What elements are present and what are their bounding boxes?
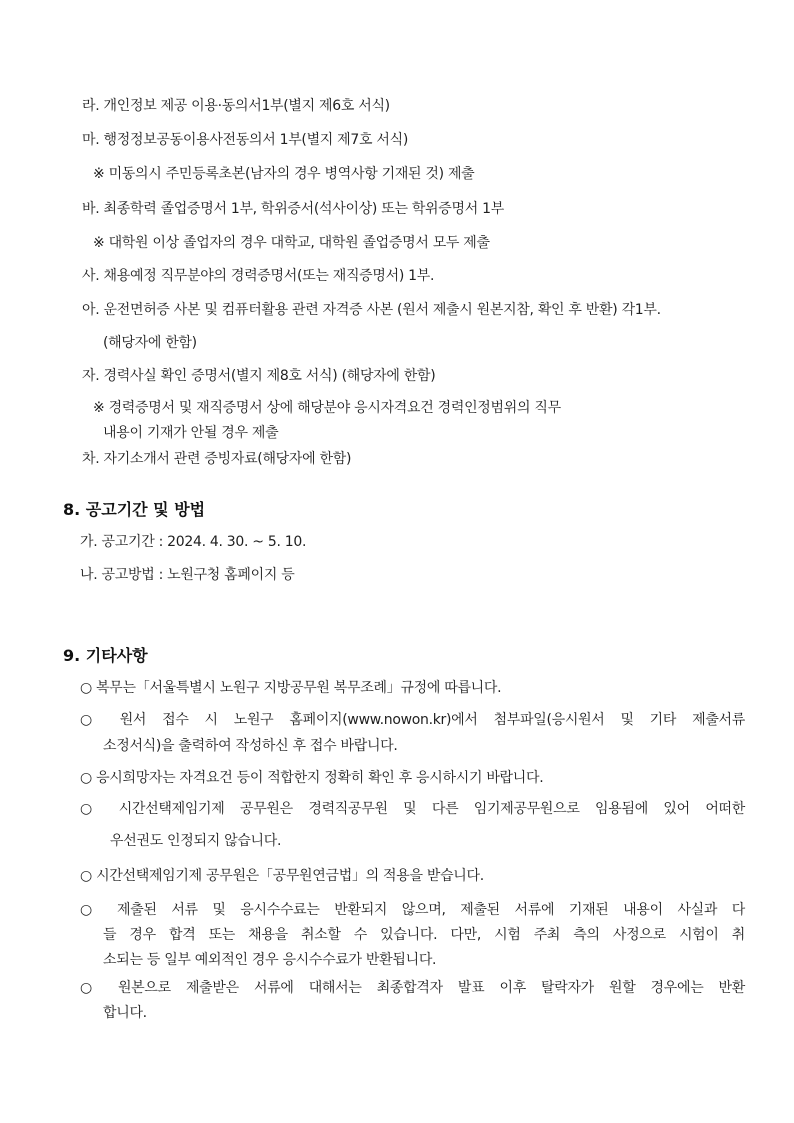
doc-item-ma: 마. 행정정보공동이용사전동의서 1부(별지 제7호 서식): [82, 132, 408, 148]
doc-item-a: 아. 운전면허증 사본 및 컴퓨터활용 관련 자격증 사본 (원서 제출시 원본지참, 확인 후 반환) 각1부.: [82, 302, 661, 318]
doc-bullet: ○ 응시희망자는 자격요건 등이 적합한지 정확히 확인 후 응시하시기 바랍니다.: [80, 770, 544, 786]
doc-item-na: 나. 공고방법 : 노원구청 홈페이지 등: [80, 567, 295, 583]
doc-bullet: ○ 시간선택제임기제 공무원은「공무원연금법」의 적용을 받습니다.: [80, 868, 484, 884]
doc-note: ※ 경력증명서 및 재직증명서 상에 해당분야 응시자격요건 경력인정범위의 직무: [93, 400, 561, 416]
doc-item-ja: 자. 경력사실 확인 증명서(별지 제8호 서식) (해당자에 한함): [82, 368, 436, 384]
doc-note-cont: 내용이 기재가 안될 경우 제출: [103, 425, 279, 441]
doc-item-ba: 바. 최종학력 졸업증명서 1부, 학위증서(석사이상) 또는 학위증명서 1부: [82, 201, 504, 217]
doc-bullet-cont: 합니다.: [103, 1005, 147, 1021]
doc-bullet-cont: 소정서식)을 출력하여 작성하신 후 접수 바랍니다.: [103, 738, 398, 754]
doc-item-a-cont: (해당자에 한함): [103, 335, 197, 351]
section-heading-8: 8. 공고기간 및 방법: [63, 500, 206, 519]
doc-note: ※ 미동의시 주민등록초본(남자의 경우 병역사항 기재된 것) 제출: [93, 166, 475, 182]
doc-item-ga: 가. 공고기간 : 2024. 4. 30. ~ 5. 10.: [80, 534, 307, 550]
section-heading-9: 9. 기타사항: [63, 646, 148, 665]
doc-bullet-cont: 우선권도 인정되지 않습니다.: [110, 833, 282, 849]
doc-item-ra: 라. 개인정보 제공 이용·동의서1부(별지 제6호 서식): [82, 98, 390, 114]
doc-bullet-cont: 들 경우 합격 또는 채용을 취소할 수 있습니다. 다만, 시험 주최 측의 사정으로 시험이 취: [103, 927, 745, 943]
doc-bullet: ○ 원본으로 제출받은 서류에 대해서는 최종합격자 발표 이후 탈락자가 원할 경우에는 반환: [80, 980, 745, 996]
doc-note: ※ 대학원 이상 졸업자의 경우 대학교, 대학원 졸업증명서 모두 제출: [93, 235, 490, 251]
doc-item-sa: 사. 채용예정 직무분야의 경력증명서(또는 재직증명서) 1부.: [82, 268, 435, 284]
doc-bullet-cont: 소되는 등 일부 예외적인 경우 응시수수료가 반환됩니다.: [103, 952, 437, 968]
doc-bullet: ○ 복무는「서울특별시 노원구 지방공무원 복무조례」규정에 따릅니다.: [80, 680, 502, 696]
doc-bullet: ○ 시간선택제임기제 공무원은 경력직공무원 및 다른 임기제공무원으로 임용됨에 있어 어떠한: [80, 801, 745, 817]
doc-bullet: ○ 원서 접수 시 노원구 홈페이지(www.nowon.kr)에서 첨부파일(응시원서 및 기타 제출서류: [80, 712, 745, 728]
doc-item-cha: 차. 자기소개서 관련 증빙자료(해당자에 한함): [82, 451, 352, 467]
doc-bullet: ○ 제출된 서류 및 응시수수료는 반환되지 않으며, 제출된 서류에 기재된 내용이 사실과 다: [80, 902, 745, 918]
